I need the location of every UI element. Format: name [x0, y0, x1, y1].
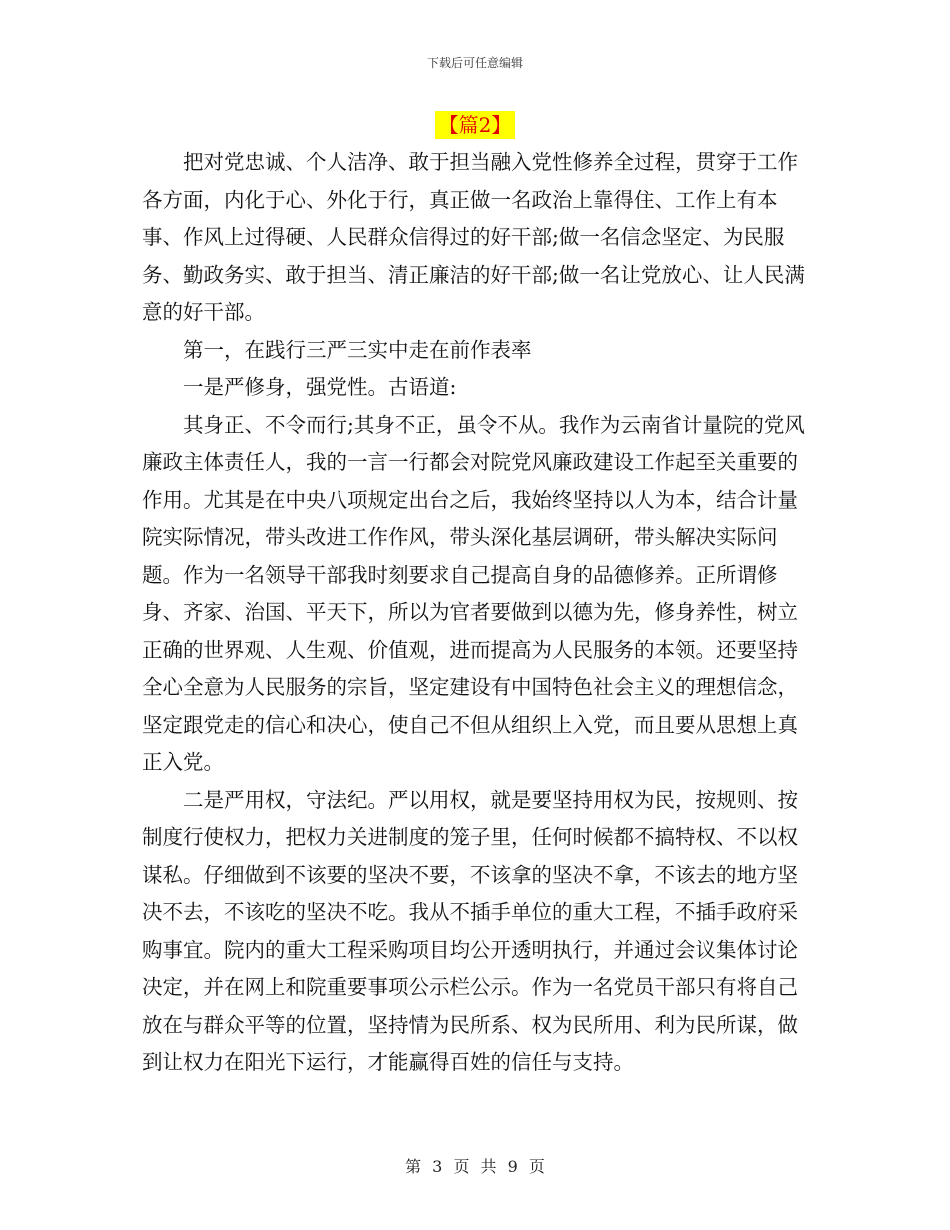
paragraph: 其身正、不令而行;其身不正，虽令不从。我作为云南省计量院的党风廉政主体责任人，我的一言一行都会对院党风廉政建设工作起至关重要的作用。尤其是在中央八项规定出台之后，我始终坚持以人为本，结合计量院实际情况，带头改进工作作风，带头深化基层调研，带头解决实际问题。作为一名领导干部我时刻要求自己提高自身的品德修养。正所谓修身、齐家、治国、平天下，所以为官者要做到以德为先，修身养性，树立正确的世界观、人生观、价值观，进而提高为人民服务的本领。还要坚持全心全意为人民服务的宗旨，坚定建设有中国特色社会主义的理想信念，坚定跟党走的信心和决心，使自己不但从组织上入党，而且要从思想上真正入党。 [142, 412, 805, 774]
section-title-wrap [0, 111, 950, 139]
paragraph: 一是严修身，强党性。古语道: [183, 375, 457, 399]
paragraph: 第一，在践行三严三实中走在前作表率 [183, 337, 532, 362]
section-title: 【篇2】 [435, 111, 516, 139]
page-footer: 第 3 页 共 9 页 [405, 1157, 545, 1176]
paragraph: 把对党忠诚、个人洁净、敢于担当融入党性修养全过程，贯穿于工作各方面，内化于心、外化于行，真正做一名政治上靠得住、工作上有本事、作风上过得硬、人民群众信得过的好干部;做一名信念坚定、为民服务、勤政务实、敢于担当、清正廉洁的好干部;做一名让党放心、让人民满意的好干部。 [142, 150, 805, 324]
paragraph: 二是严用权，守法纪。严以用权，就是要坚持用权为民，按规则、按制度行使权力，把权力关进制度的笼子里，任何时候都不搞特权、不以权谋私。仔细做到不该要的坚决不要，不该拿的坚决不拿，不该去的地方坚决不去，不该吃的坚决不吃。我从不插手单位的重大工程，不插手政府采购事宜。院内的重大工程采购项目均公开透明执行，并通过会议集体讨论决定，并在网上和院重要事项公示栏公示。作为一名党员干部只有将自己放在与群众平等的位置，坚持情为民所系、权为民所用、利为民所谋，做到让权力在阳光下运行，才能赢得百姓的信任与支持。 [142, 787, 798, 1074]
document-body [142, 144, 818, 1082]
page-header: 下载后可任意编辑 [426, 56, 523, 70]
